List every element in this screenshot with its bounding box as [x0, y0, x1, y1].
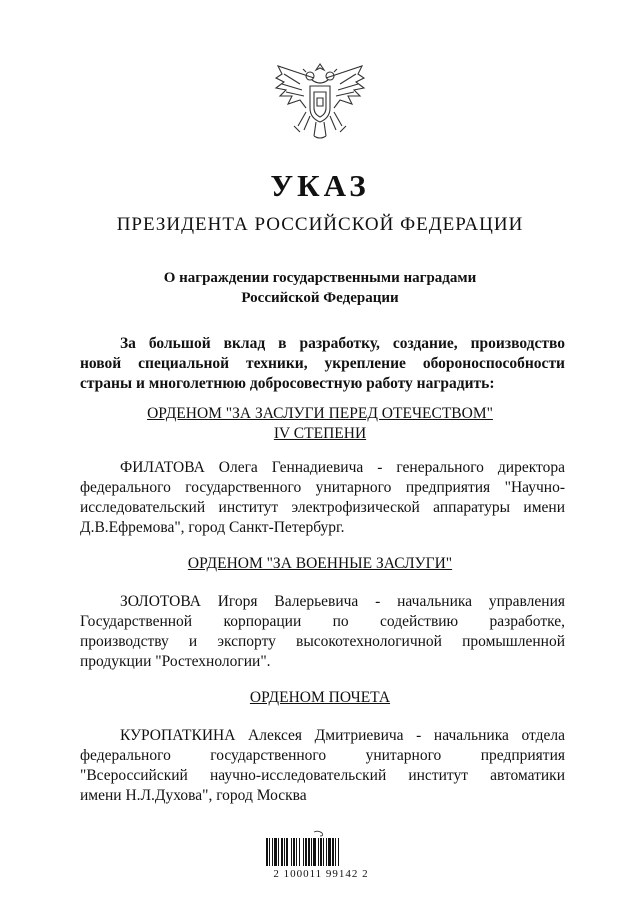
coat-of-arms-emblem-icon: [270, 56, 370, 146]
award-heading: [0, 688, 640, 708]
award-name: ОРДЕНОМ ПОЧЕТА: [249, 689, 391, 706]
page-title: УКАЗ: [270, 168, 370, 203]
subject-line: О награждении государственными наградами: [163, 270, 477, 286]
recipient-line: КУРОПАТКИНА Алексея Дмитриевича - начальника отдела: [120, 727, 565, 744]
recipient-line: "Всероссийский научно-исследовательский институт автоматики: [80, 767, 565, 784]
intro-line: новой специальной техники, укрепление обороноспособности: [80, 355, 565, 372]
recipient-paragraph: [80, 726, 565, 806]
award-name: ОРДЕНОМ "ЗА ЗАСЛУГИ ПЕРЕД ОТЕЧЕСТВОМ": [147, 405, 493, 422]
recipient-paragraph: [80, 458, 565, 538]
decree-subject: [0, 268, 640, 308]
page-subtitle: ПРЕЗИДЕНТА РОССИЙСКОЙ ФЕДЕРАЦИИ: [116, 214, 524, 235]
recipient-line: федерального государственного унитарного предприятия: [80, 747, 565, 764]
intro-paragraph: [80, 334, 565, 394]
intro-line: страны и многолетнюю добросовестную работу наградить:: [80, 375, 495, 392]
intro-line: За большой вклад в разработку, создание, производство: [120, 335, 565, 352]
recipient-line: ЗОЛОТОВА Игоря Валерьевича - начальника управления: [120, 593, 565, 610]
recipient-paragraph: [80, 592, 565, 672]
recipient-line: продукции "Ростехнологии".: [80, 653, 271, 670]
award-name: ОРДЕНОМ "ЗА ВОЕННЫЕ ЗАСЛУГИ": [187, 555, 453, 572]
recipient-line: производству и экспорту высокотехнологичной промышленной: [80, 633, 565, 650]
recipient-line: имени Н.Л.Духова", город Москва: [80, 787, 307, 804]
barcode-number: 2 100011 99142 2: [273, 868, 369, 880]
recipient-line: исследовательский институт электрофизической аппаратуры имени: [80, 499, 565, 516]
award-heading: [0, 554, 640, 574]
subject-line: Российской Федерации: [241, 290, 399, 306]
recipient-line: Д.В.Ефремова", город Санкт-Петербург.: [80, 519, 345, 536]
recipient-line: федерального государственного унитарного предприятия "Научно-: [80, 479, 565, 496]
award-heading: [0, 404, 640, 444]
recipient-line: ФИЛАТОВА Олега Геннадиевича - генерального директора: [120, 459, 565, 476]
recipient-line: Государственной корпорации по содействию разработке,: [80, 613, 565, 630]
award-degree: IV СТЕПЕНИ: [273, 425, 367, 442]
